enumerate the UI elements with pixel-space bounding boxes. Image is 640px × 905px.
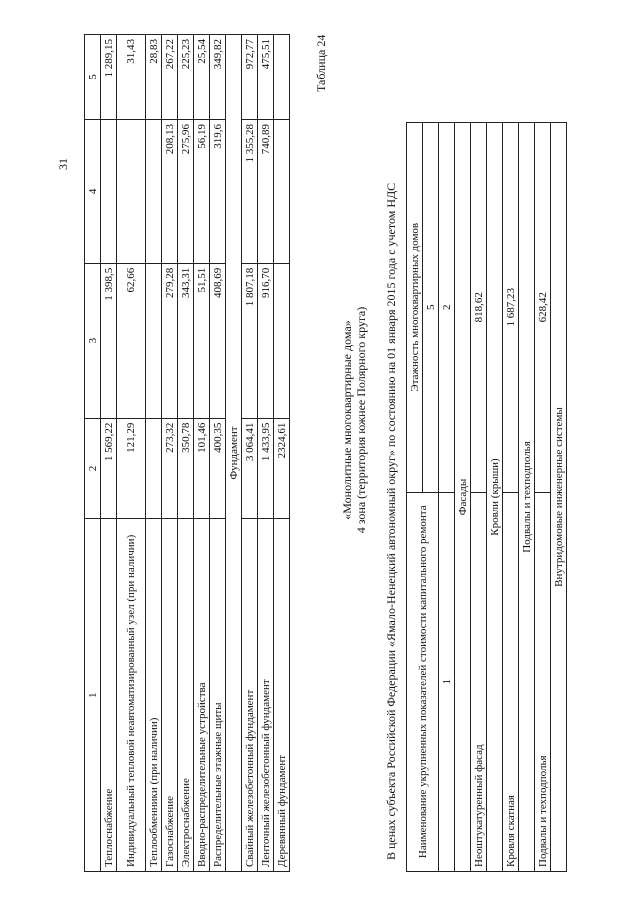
- row-label: Деревянный фундамент: [274, 519, 290, 872]
- cell-value: 2324,61: [274, 418, 290, 519]
- cell-value: 1 687,23: [503, 123, 519, 493]
- table-label: Таблица 24: [314, 34, 328, 92]
- row-label: Подвалы и техподполья: [535, 492, 551, 871]
- cell-value: 916,70: [258, 263, 274, 418]
- cell-value: 208,13: [162, 119, 178, 263]
- row-label: Свайный железобетонный фундамент: [242, 519, 258, 872]
- row-label: Неоштукатуренный фасад: [471, 492, 487, 871]
- table-row: [242, 35, 258, 872]
- cell-value: 101,46: [194, 418, 210, 519]
- cell-value: 1 398,5: [101, 263, 117, 418]
- table-row: [194, 35, 210, 872]
- header-cell: 5: [85, 35, 101, 120]
- table-header-row: [407, 123, 423, 872]
- cell-value: 25,54: [194, 35, 210, 120]
- section-title: Фундамент: [226, 35, 242, 872]
- cell-value: 740,89: [258, 119, 274, 263]
- cell-value: 51,51: [194, 263, 210, 418]
- row-label: Электроснабжение: [178, 519, 194, 872]
- cell-value: 408,69: [210, 263, 226, 418]
- table-row: [535, 123, 551, 872]
- caption-zone: 4 зона (территория южнее Полярного круга): [354, 306, 368, 534]
- cell-value: 62,66: [117, 263, 146, 418]
- section-title: Кровли (крыши): [487, 123, 503, 872]
- header-cell: 1: [439, 492, 455, 871]
- cell-value: [274, 263, 290, 418]
- table-row: [101, 35, 117, 872]
- cell-value: 273,32: [162, 418, 178, 519]
- price-note: В ценах субъекта Российской Федерации «Ямало-Ненецкий автономный округ» по состоянию на 01 января 2015 года с учетом НДС: [384, 182, 398, 860]
- table-row: [258, 35, 274, 872]
- cell-value: 349,82: [210, 35, 226, 120]
- table-row: [117, 35, 146, 872]
- cell-value: 475,51: [258, 35, 274, 120]
- cell-value: 400,35: [210, 418, 226, 519]
- cell-value: 121,29: [117, 418, 146, 519]
- header-cell: 3: [85, 263, 101, 418]
- cell-value: 350,78: [178, 418, 194, 519]
- cell-value: [101, 119, 117, 263]
- cell-value: 1 807,18: [242, 263, 258, 418]
- section-title: Подвалы и техподполья: [519, 123, 535, 872]
- cell-value: 28,83: [146, 35, 162, 120]
- section-row: [551, 123, 567, 872]
- cell-value: [117, 119, 146, 263]
- header-cell: Наименование укрупненных показателей стоимости капитального ремонта: [407, 492, 439, 871]
- section-title: Фасады: [455, 123, 471, 872]
- cell-value: [146, 418, 162, 519]
- row-label: Теплообменники (при наличии): [146, 519, 162, 872]
- cell-value: 225,23: [178, 35, 194, 120]
- cell-value: [274, 35, 290, 120]
- table-row: [210, 35, 226, 872]
- section-row: [487, 123, 503, 872]
- table-row: [178, 35, 194, 872]
- section-row: [519, 123, 535, 872]
- cost-table-lower: [406, 122, 567, 872]
- cell-value: 275,96: [178, 119, 194, 263]
- section-row: [455, 123, 471, 872]
- header-cell: 1: [85, 519, 101, 872]
- table-row: [146, 35, 162, 872]
- header-cell: 4: [85, 119, 101, 263]
- table-number-row: [439, 123, 455, 872]
- cost-table-upper: [84, 34, 290, 872]
- cell-value: 31,43: [117, 35, 146, 120]
- cell-value: 1 433,95: [258, 418, 274, 519]
- cell-value: 628,42: [535, 123, 551, 493]
- cell-value: 279,28: [162, 263, 178, 418]
- cell-value: [146, 119, 162, 263]
- cell-value: 1 355,28: [242, 119, 258, 263]
- table-header-row: [85, 35, 101, 872]
- cell-value: 972,77: [242, 35, 258, 120]
- row-label: Ленточный железобетонный фундамент: [258, 519, 274, 872]
- cell-value: [274, 119, 290, 263]
- table-row: [162, 35, 178, 872]
- row-label: Индивидуальный тепловой неавтоматизированный узел (при наличии): [117, 519, 146, 872]
- cell-value: 3 064,41: [242, 418, 258, 519]
- cell-value: 267,22: [162, 35, 178, 120]
- page-number: 31: [56, 158, 70, 170]
- row-label: Газоснабжение: [162, 519, 178, 872]
- cell-value: [146, 263, 162, 418]
- cell-value: 343,31: [178, 263, 194, 418]
- table-row: [503, 123, 519, 872]
- header-cell: 5: [423, 123, 439, 493]
- cell-value: 56,19: [194, 119, 210, 263]
- cell-value: 1 289,15: [101, 35, 117, 120]
- caption-title: «Монолитные многоквартирные дома»: [340, 320, 354, 520]
- row-label: Вводно-распределительные устройства: [194, 519, 210, 872]
- row-label: Теплоснабжение: [101, 519, 117, 872]
- row-label: Кровля скатная: [503, 492, 519, 871]
- cell-value: 1 569,22: [101, 418, 117, 519]
- row-label: Распределительные этажные щиты: [210, 519, 226, 872]
- section-row: [226, 35, 242, 872]
- header-cell: 2: [85, 418, 101, 519]
- table-row: [274, 35, 290, 872]
- cell-value: 818,62: [471, 123, 487, 493]
- table-row: [471, 123, 487, 872]
- cell-value: 319,6: [210, 119, 226, 263]
- header-cell: Этажность многоквартирных домов: [407, 123, 423, 493]
- section-title: Внутридомовые инженерные системы: [551, 123, 567, 872]
- header-cell: 2: [439, 123, 455, 493]
